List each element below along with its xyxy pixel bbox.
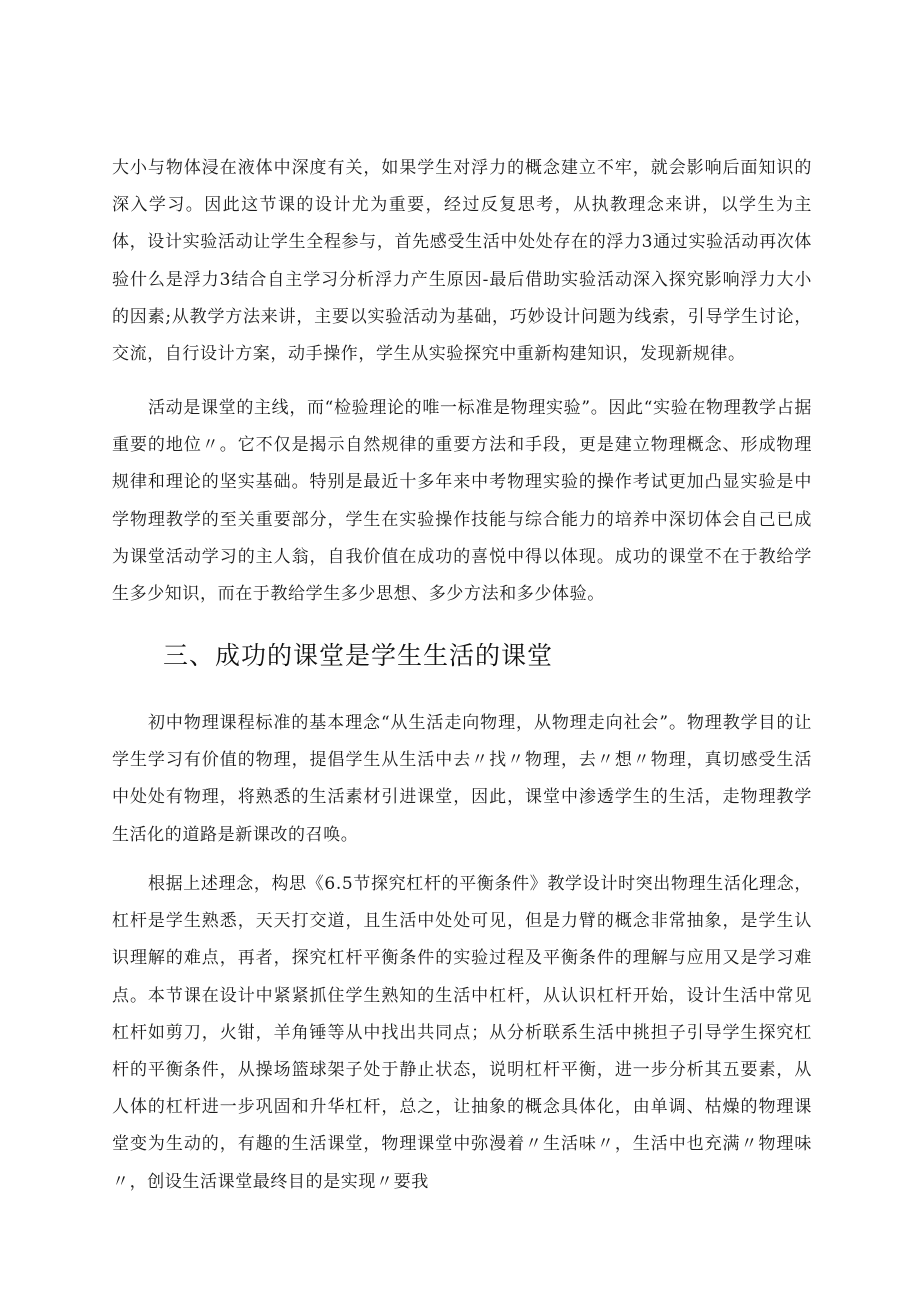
section-heading: 三、成功的课堂是学生生活的课堂	[163, 641, 554, 670]
body-paragraph-continuation: 大小与物体浸在液体中深度有关，如果学生对浮力的概念建立不牢，就会影响后面知识的深入学习。因此这节课的设计尤为重要，经过反复思考，从执教理念来讲，以学生为主体，设计实验活动让学生全程参与，首先感受生活中处处存在的浮力3通过实验活动再次体验什么是浮力3结合自主学习分析浮力产生原因-最后借助实验活动深入探究影响浮力大小的因素;从教学方法来讲，主要以实验活动为基础，巧妙设计问题为线索，引导学生讨论，交流，自行设计方案，动手操作，学生从实验探究中重新构建知识，发现新规律。	[112, 158, 812, 365]
body-paragraph-experiment: 活动是课堂的主线，而“检验理论的唯一标准是物理实验”。因此“实验在物理教学占据重要的地位〃。它不仅是揭示自然规律的重要方法和手段，更是建立物理概念、形成物理规律和理论的坚实基础。特别是最近十多年来中考物理实验的操作考试更加凸显实验是中学物理教学的至关重要部分，学生在实验操作技能与综合能力的培养中深切体会自己已成为课堂活动学习的主人翁，自我价值在成功的喜悦中得以体现。成功的课堂不在于教给学生多少知识，而在于教给学生多少思想、多少方法和多少体验。	[112, 398, 812, 605]
body-paragraph-lever-design: 根据上述理念，构思《6.5节探究杠杆的平衡条件》教学设计时突出物理生活化理念，杠杆是学生熟悉，天天打交道，且生活中处处可见，但是力臂的概念非常抽象，是学生认识理解的难点，再者，探究杠杆平衡条件的实验过程及平衡条件的理解与应用又是学习难点。本节课在设计中紧紧抓住学生熟知的生活中杠杆，从认识杠杆开始，设计生活中常见杠杆如剪刀，火钳，羊角锤等从中找出共同点；从分析联系生活中挑担子引导学生探究杠杆的平衡条件，从操场篮球架子处于静止状态，说明杠杆平衡，进一步分析其五要素，从人体的杠杆进一步巩固和升华杠杆，总之，让抽象的概念具体化，由单调、枯燥的物理课堂变为生动的，有趣的生活课堂，物理课堂中弥漫着〃生活味〃，生活中也充满〃物理味〃，创设生活课堂最终目的是实现〃要我	[112, 874, 812, 1192]
body-paragraph-curriculum: 初中物理课程标准的基本理念“从生活走向物理，从物理走向社会”。物理教学目的让学生学习有价值的物理，提倡学生从生活中去〃找〃物理，去〃想〃物理，真切感受生活中处处有物理，将熟悉的生活素材引进课堂，因此，课堂中渗透学生的生活，走物理教学生活化的道路是新课改的召唤。	[112, 713, 812, 845]
